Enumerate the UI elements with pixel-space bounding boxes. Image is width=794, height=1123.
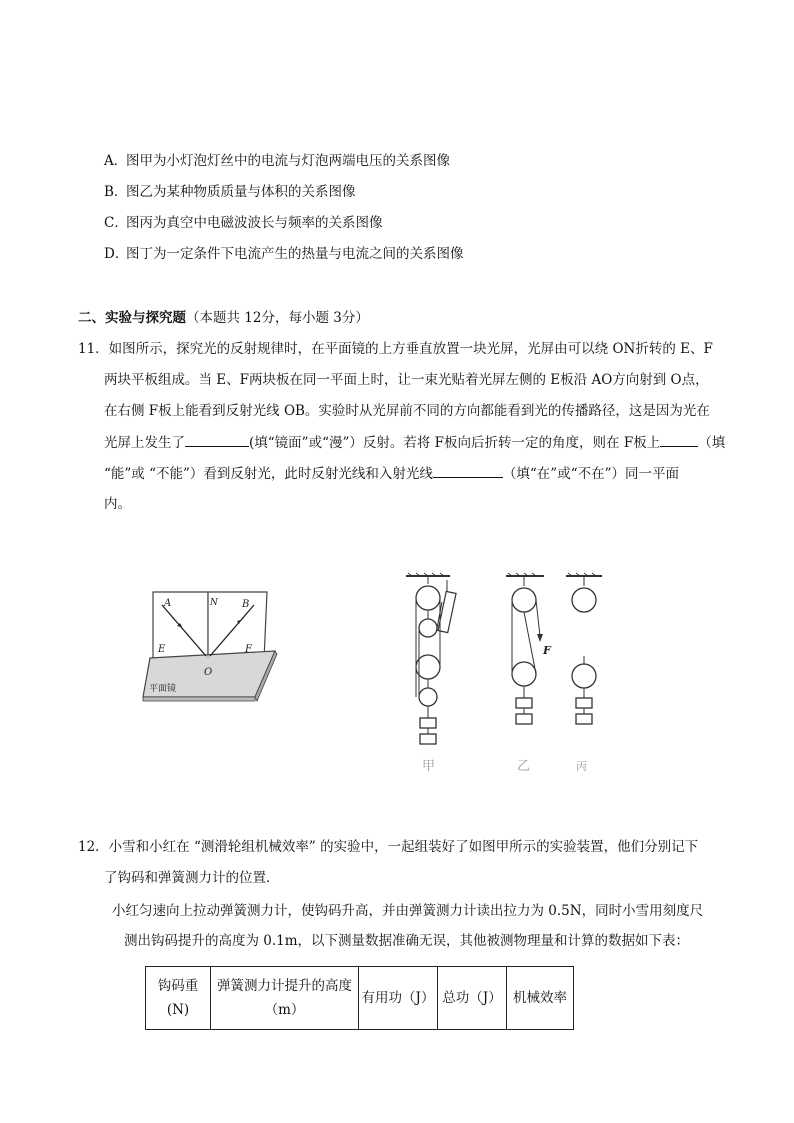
label-jia: 甲	[422, 759, 436, 774]
data-table	[145, 966, 574, 1030]
label-bing: 丙	[576, 760, 587, 773]
q11-line-6: 内。	[104, 496, 131, 512]
pulley-figure	[398, 572, 628, 778]
q11-line-1: 11．如图所示，探究光的反射规律时，在平面镜的上方垂直放置一块光屏，光屏由可以绕 ON折转的 E、F	[78, 341, 713, 357]
answer-blank-1[interactable]	[185, 433, 249, 447]
q11-line-5-text-a: “能”或 “不能”）看到反射光，此时反射光线和入射光线	[104, 466, 433, 482]
q11-line-4-text-b: (填“镜面”或“漫”）反射。若将 F板向后折转一定的角度，则在 F板上	[249, 435, 661, 451]
option-letter: A．	[104, 153, 128, 169]
pulley-system-bing	[566, 573, 602, 724]
option-text: 图丁为一定条件下电流产生的热量与电流之间的关系图像	[126, 246, 464, 262]
q12-line-2: 了钩码和弹簧测力计的位置．	[104, 870, 280, 886]
label-f: F	[245, 644, 252, 655]
section-note: （本题共 12分，每小题 3分）	[186, 310, 369, 326]
pulley-system-yi	[506, 573, 544, 724]
label-n: N	[210, 598, 218, 608]
option-letter: D．	[104, 246, 129, 262]
q12-line-1: 12．小雪和小红在 “测滑轮组机械效率” 的实验中，一起组装好了如图甲所示的实验装置，他们分别记下	[78, 839, 699, 855]
q11-line-5-text-b: （填“在”或“不在”）同一平面	[502, 466, 680, 482]
pulley-system-jia	[406, 573, 456, 744]
q11-line-4-text-a: 光屏上发生了	[104, 435, 185, 451]
q11-line-4	[104, 433, 725, 452]
option-letter: B．	[104, 184, 128, 200]
answer-blank-2[interactable]	[660, 433, 698, 447]
label-yi: 乙	[517, 759, 531, 774]
q11-line-3: 在右侧 F板上能看到反射光线 OB。实验时从光屏前不同的方向都能看到光的传播路径，这是因为光在	[104, 403, 710, 419]
q12-line-4: 测出钩码提升的高度为 0.1m，以下测量数据准确无误，其他被测物理量和计算的数据如下表：	[124, 933, 690, 949]
table-header-cell: 有用功（J）	[359, 967, 438, 1030]
option-text: 图乙为某种物质质量与体积的关系图像	[126, 184, 356, 200]
option-b	[104, 183, 356, 201]
label-e: E	[158, 644, 166, 655]
q11-line-2: 两块平板组成。当 E、F两块板在同一平面上时，让一束光贴着光屏左侧的 E板沿 AO方向射到 O点，	[104, 372, 709, 388]
label-a: A	[164, 598, 172, 609]
q11-line-5	[104, 464, 679, 483]
option-a	[104, 152, 450, 170]
option-d	[104, 245, 464, 263]
table-header-cell: 总功（J）	[438, 967, 507, 1030]
reflection-figure	[140, 585, 290, 703]
q12-line-3: 小红匀速向上拉动弹簧测力计，使钩码升高，并由弹簧测力计读出拉力为 0.5N，同时小雪用刻度尺	[112, 903, 704, 919]
table-header-cell: 机械效率	[507, 967, 574, 1030]
section-title: 二、实验与探究题	[78, 310, 186, 326]
option-letter: C．	[104, 215, 128, 231]
option-c	[104, 214, 383, 232]
label-force-f: F	[543, 644, 551, 657]
option-text: 图甲为小灯泡灯丝中的电流与灯泡两端电压的关系图像	[126, 153, 450, 169]
option-text: 图丙为真空中电磁波波长与频率的关系图像	[126, 215, 383, 231]
q11-line-4-text-c: （填	[698, 435, 726, 451]
table-header-cell: 弹簧测力计提升的高度（m）	[211, 967, 359, 1030]
table-row	[146, 967, 574, 1030]
label-b: B	[242, 599, 250, 610]
label-o: O	[204, 667, 213, 678]
table-header-cell: 钩码重(N)	[146, 967, 211, 1030]
section-heading	[78, 309, 369, 327]
label-mirror: 平面镜	[149, 684, 177, 694]
answer-blank-3[interactable]	[433, 464, 503, 478]
